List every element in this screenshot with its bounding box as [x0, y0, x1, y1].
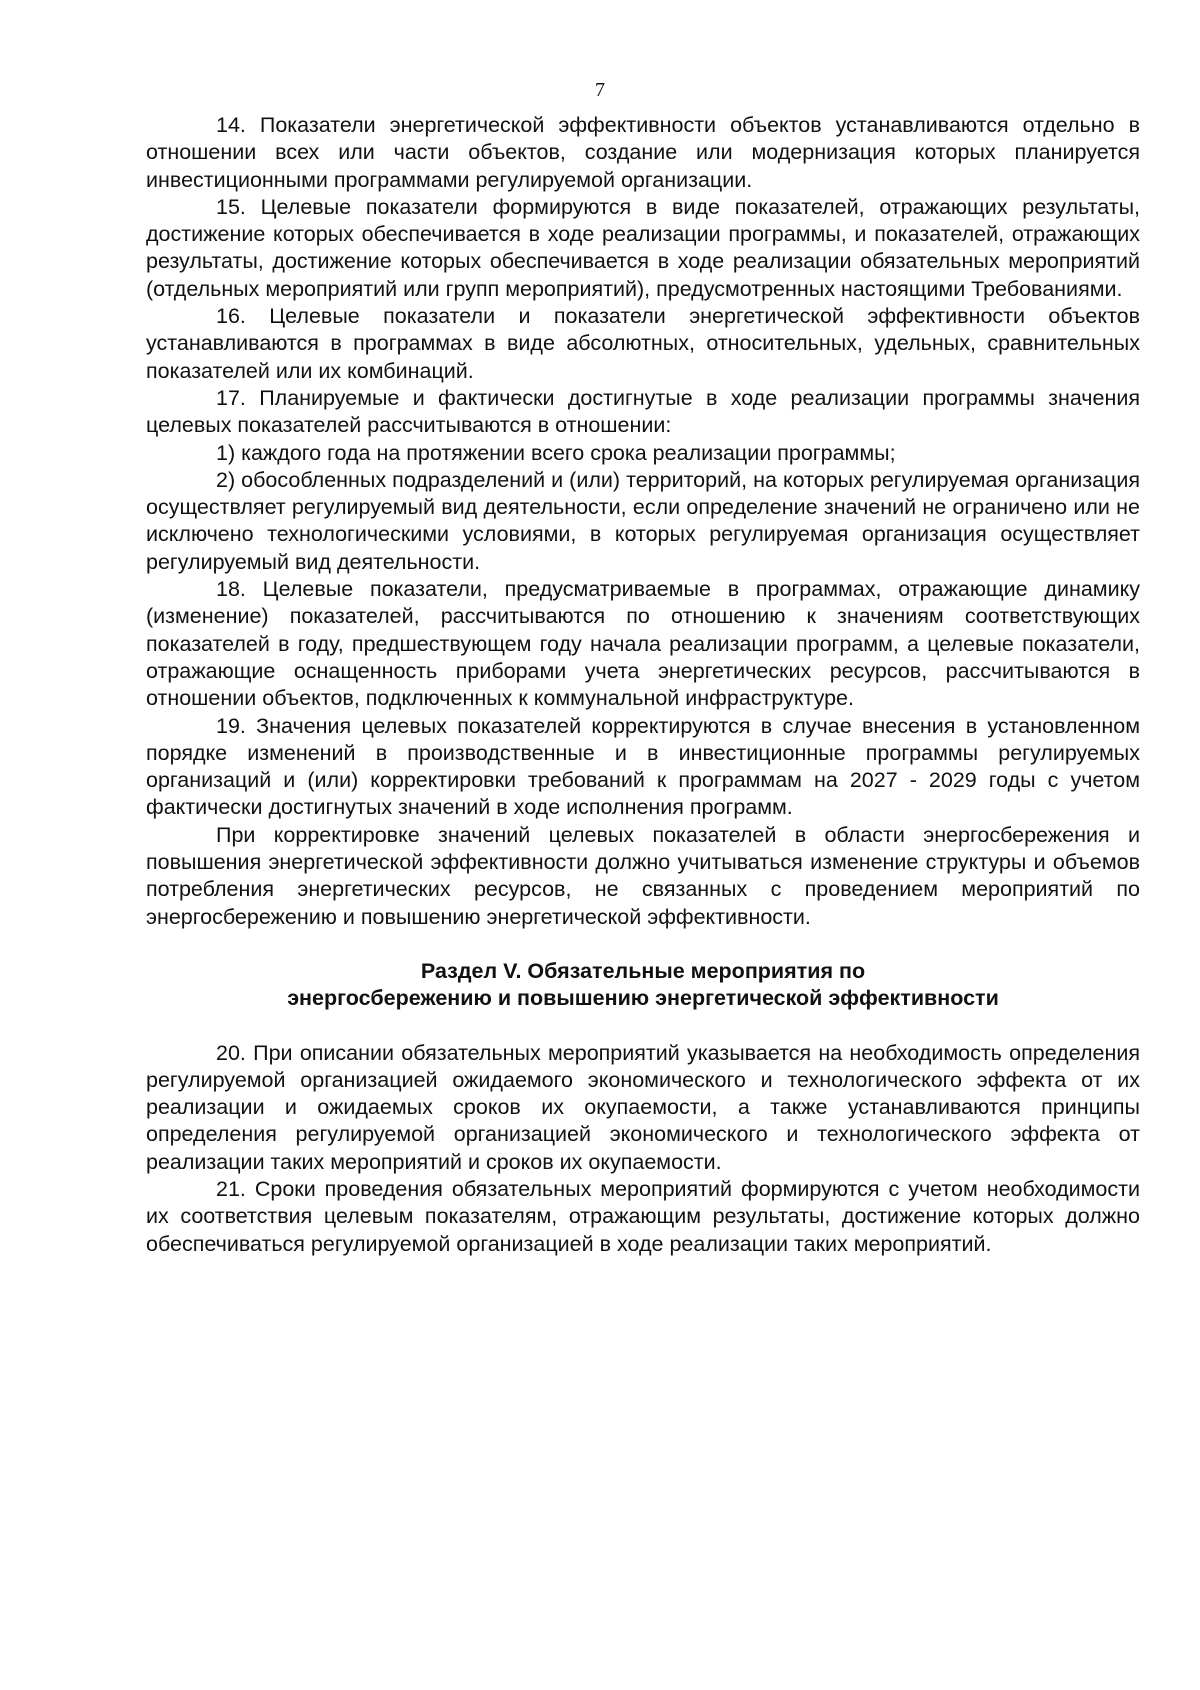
- paragraph-20: 20. При описании обязательных мероприятий указывается на необходимость определения регулируемой организацией ожидаемого экономического и технологического эффекта от их реализации и ожидаемых сроков их окупаемости, а также устанавливаются принципы определения регулируемой организацией экономического и технологического эффекта от реализации таких мероприятий и сроков их окупаемости.: [146, 1040, 1140, 1174]
- page-number: 7: [595, 79, 605, 101]
- paragraph-21: 21. Сроки проведения обязательных мероприятий формируются с учетом необходимости их соответствия целевым показателям, отражающим результаты, достижение которых должно обеспечиваться регулируемой организацией в ходе реализации таких мероприятий.: [146, 1176, 1140, 1256]
- section-heading-line-2: энергосбережению и повышению энергетической эффективности: [287, 986, 999, 1011]
- paragraph-17-item-2: 2) обособленных подразделений и (или) территорий, на которых регулируемая организация осуществляет регулируемый вид деятельности, если определение значений не ограничено или не исключено технологическими условиями, в которых регулируемая организация осуществляет регулируемый вид деятельности.: [146, 467, 1140, 574]
- paragraph-18: 18. Целевые показатели, предусматриваемые в программах, отражающие динамику (изменение) показателей, рассчитываются по отношению к значениям соответствующих показателей в году, предшествующем году начала реализации программ, а целевые показатели, отражающие оснащенность приборами учета энергетических ресурсов, рассчитываются в отношении объектов, подключенных к коммунальной инфраструктуре.: [146, 577, 1140, 711]
- section-heading-line-1: Раздел V. Обязательные мероприятия по: [420, 958, 866, 983]
- paragraph-15: 15. Целевые показатели формируются в виде показателей, отражающих результаты, достижение которых обеспечивается в ходе реализации программы, и показателей, отражающих результаты, достижение которых обеспечивается в ходе реализации обязательных мероприятий (отдельных мероприятий или групп мероприятий), предусмотренных настоящими Требованиями.: [146, 194, 1140, 301]
- section-heading: [146, 958, 1140, 1013]
- paragraph-17: 17. Планируемые и фактически достигнутые в ходе реализации программы значения целевых показателей рассчитываются в отношении:: [146, 385, 1140, 438]
- paragraph-19-continuation: При корректировке значений целевых показателей в области энергосбережения и повышения энергетической эффективности должно учитываться изменение структуры и объемов потребления энергетических ресурсов, не связанных с проведением мероприятий по энергосбережению и повышению энергетической эффективности.: [146, 822, 1140, 929]
- paragraph-14: 14. Показатели энергетической эффективности объектов устанавливаются отдельно в отношении всех или части объектов, создание или модернизация которых планируется инвестиционными программами регулируемой организации.: [146, 113, 1140, 192]
- paragraph-17-item-1: 1) каждого года на протяжении всего срока реализации программы;: [216, 440, 896, 465]
- paragraph-16: 16. Целевые показатели и показатели энергетической эффективности объектов устанавливаются в программах в виде абсолютных, относительных, удельных, сравнительных показателей или их комбинаций.: [146, 304, 1140, 383]
- paragraph-19: 19. Значения целевых показателей корректируются в случае внесения в установленном порядке изменений в производственные и в инвестиционные программы регулируемых организаций и (или) корректировки требований к программам на 2027 - 2029 годы с учетом фактически достигнутых значений в ходе исполнения программ.: [146, 713, 1140, 820]
- document-body: [146, 112, 1140, 1258]
